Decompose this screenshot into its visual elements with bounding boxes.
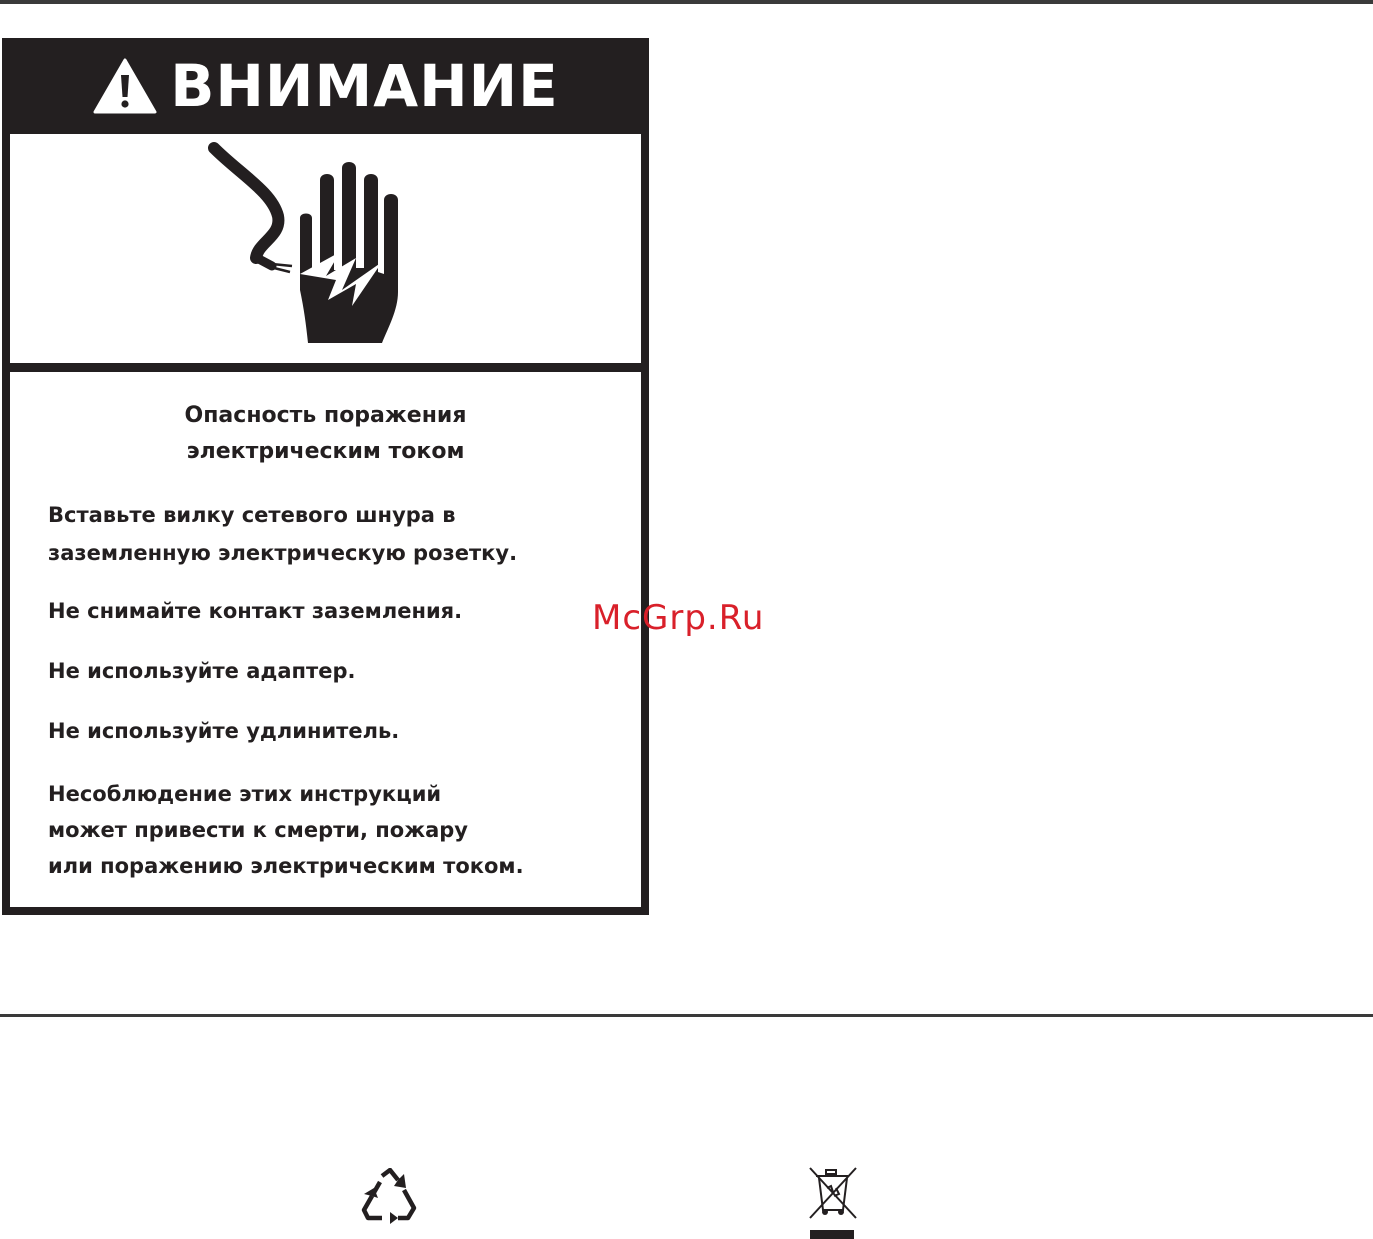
instruction-line: заземленную электрическую розетку.: [48, 541, 518, 565]
hazard-title: [10, 398, 641, 470]
watermark: McGrp.Ru: [592, 598, 765, 638]
instruction-consequence: [48, 776, 524, 884]
hazard-title-line: Опасность поражения: [184, 403, 467, 428]
instructions-panel: [10, 372, 641, 907]
hazard-title-line: электрическим током: [186, 439, 465, 464]
instruction-line: Вставьте вилку сетевого шнура в: [48, 503, 456, 527]
warning-label: [2, 38, 649, 915]
hazard-pictogram-panel: [10, 134, 641, 363]
instruction-line: может привести к смерти, пожару: [48, 818, 468, 842]
warning-title: ВНИМАНИЕ: [170, 51, 559, 120]
instruction-line: Несоблюдение этих инструкций: [48, 782, 442, 806]
instruction-adapter: Не используйте адаптер.: [48, 659, 356, 683]
top-rule: [0, 0, 1373, 4]
crossed-bin-icon: [806, 1164, 860, 1239]
warning-header: [2, 38, 649, 133]
instruction-extension: Не используйте удлинитель.: [48, 719, 400, 743]
instruction-line: или поражению электрическим током.: [48, 854, 524, 878]
instruction-plug: [48, 496, 517, 572]
recycle-icon: [360, 1168, 420, 1224]
instruction-ground: Не снимайте контакт заземления.: [48, 599, 463, 623]
warning-triangle-icon: [92, 57, 158, 115]
electric-shock-hand-icon: [10, 134, 641, 363]
section-divider: [0, 1014, 1373, 1017]
